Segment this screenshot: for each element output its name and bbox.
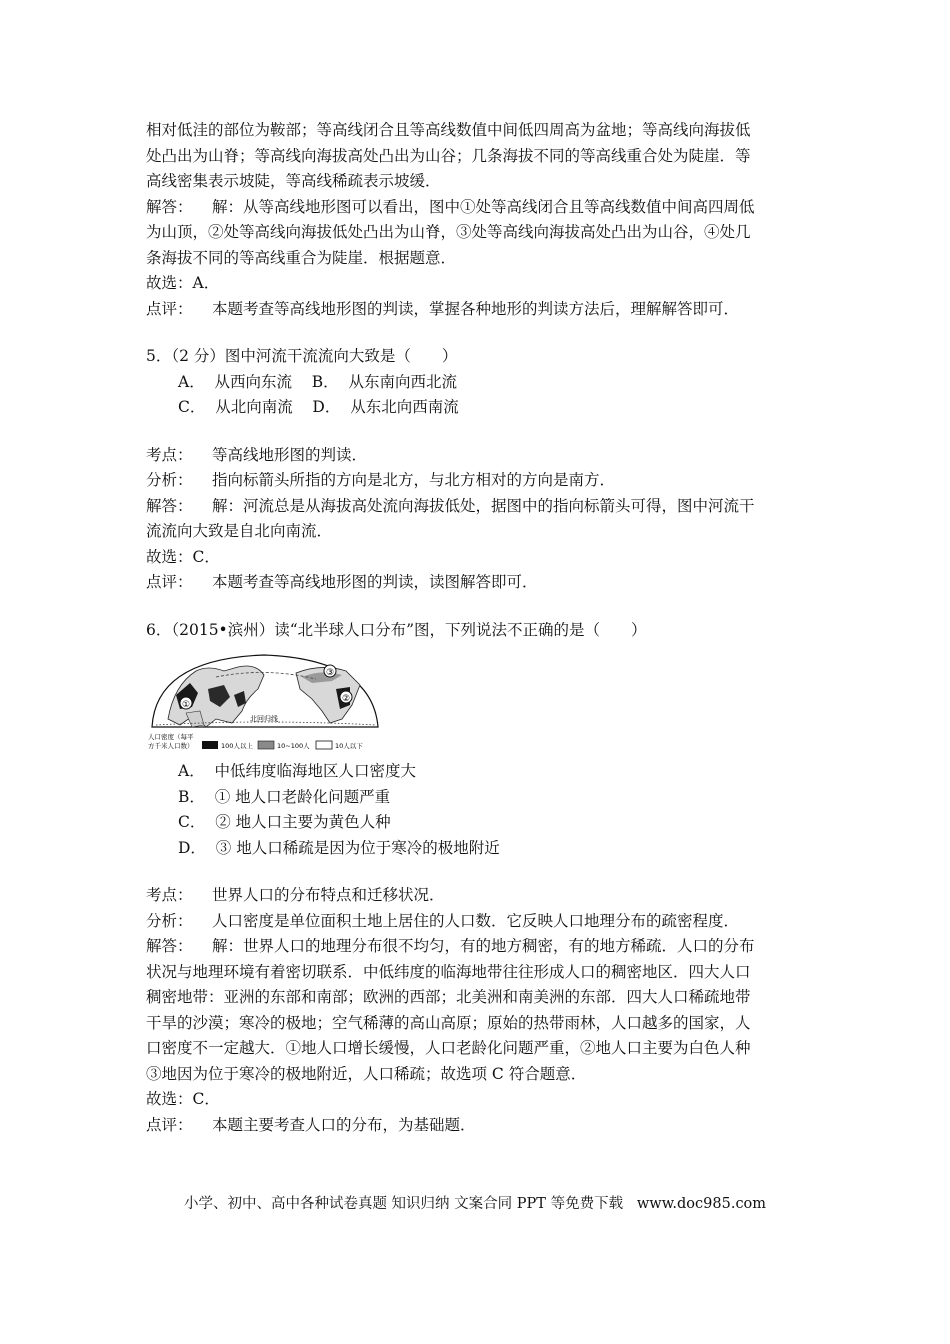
answer-text: 解：世界人口的地理分布很不均匀，有的地方稠密，有的地方稀疏．人口的分布	[212, 937, 755, 955]
marker-2: ②	[341, 694, 351, 704]
legend-high: 100人以上	[221, 742, 253, 750]
legend-swatch-low	[316, 741, 332, 749]
comment-label: 点评：	[146, 299, 193, 318]
comment-label: 点评：	[146, 573, 193, 591]
text-line: 干旱的沙漠；寒冷的极地；空气稀薄的高山高原；原始的热带雨林，人口越多的国家，人	[146, 1013, 751, 1032]
option-line: C． ② 地人口主要为黄色人种	[178, 813, 391, 831]
legend-title: 人口密度（每平	[148, 733, 194, 741]
comment-text: 本题主要考查人口的分布，为基础题．	[212, 1115, 476, 1134]
population-map-figure	[146, 649, 382, 755]
marker-3: ③	[325, 668, 335, 678]
legend-low: 10人以下	[335, 742, 363, 750]
text-line: 口密度不一定越大．①地人口增长缓慢，人口老龄化问题严重，②地人口主要为白色人种	[146, 1039, 751, 1057]
fenxi-line	[146, 468, 816, 494]
question-6-stem: 6．（2015•滨州）读“北半球人口分布”图，下列说法不正确的是（ ）	[146, 620, 647, 639]
answer-text: 解：河流总是从海拔高处流向海拔低处，据图中的指向标箭头可得，图中河流干	[212, 496, 755, 515]
text-line: 流流向大致是自北向南流．	[146, 522, 333, 540]
legend-title: 方千米人口数）	[148, 742, 194, 750]
fenxi-line	[146, 909, 816, 935]
answer-text: 解：从等高线地形图可以看出，图中①处等高线闭合且等高线数值中间高四周低	[212, 197, 755, 216]
comment-text: 本题考查等高线地形图的判读，读图解答即可．	[212, 573, 538, 591]
page-content	[146, 118, 816, 1138]
kaodian-line	[146, 443, 816, 469]
text-line: 为山顶，②处等高线向海拔低处凸出为山脊，③处等高线向海拔高处凸出为山谷，④处几	[146, 223, 751, 241]
kaodian-text: 世界人口的分布特点和迁移状况．	[212, 886, 445, 904]
legend-swatch-high	[202, 741, 218, 749]
comment-label: 点评：	[146, 1115, 193, 1134]
fenxi-text: 指向标箭头所指的方向是北方，与北方相对的方向是南方．	[212, 471, 616, 489]
answer-label: 解答：	[146, 197, 193, 216]
northern-hemisphere-population-map	[146, 649, 382, 755]
q4-answer	[146, 195, 816, 221]
choice-line: 故选：C．	[146, 547, 220, 566]
answer-label: 解答：	[146, 496, 193, 515]
answer-line	[146, 494, 816, 520]
comment-line	[146, 297, 816, 323]
text-line: 稠密地带：亚洲的东部和南部；欧洲的西部；北美洲和南美洲的东部．四大人口稀疏地带	[146, 988, 751, 1006]
text-line: 条海拔不同的等高线重合为陡崖．根据题意．	[146, 248, 457, 267]
comment-line	[146, 1113, 816, 1139]
kaodian-line	[146, 883, 816, 909]
fenxi-label: 分析：	[146, 471, 193, 489]
legend-mid: 10~100人	[277, 742, 310, 750]
choice-line: 故选：A．	[146, 274, 220, 292]
option-line: A． 从西向东流 B． 从东南向西北流	[178, 372, 458, 391]
fenxi-label: 分析：	[146, 911, 193, 930]
fenxi-text: 人口密度是单位面积土地上居住的人口数．它反映人口地理分布的疏密程度．	[212, 911, 740, 930]
text-line: 相对低洼的部位为鞍部；等高线闭合且等高线数值中间低四周高为盆地；等高线向海拔低	[146, 121, 751, 139]
option-line: D． ③ 地人口稀疏是因为位于寒冷的极地附近	[178, 838, 500, 857]
legend-swatch-mid	[258, 741, 274, 749]
text-line: 高线密集表示坡陡，等高线稀疏表示坡缓．	[146, 172, 441, 190]
kaodian-label: 考点：	[146, 886, 193, 904]
text-line: ③地因为位于寒冷的极地附近，人口稀疏；故选项 C 符合题意．	[146, 1064, 587, 1083]
marker-1: ①	[181, 700, 191, 710]
question-5-stem: 5．（2 分）图中河流干流流向大致是（ ）	[146, 347, 458, 365]
option-line: A． 中低纬度临海地区人口密度大	[178, 762, 417, 780]
comment-text: 本题考查等高线地形图的判读，掌握各种地形的判读方法后，理解解答即可．	[212, 299, 740, 318]
comment-line	[146, 570, 816, 596]
page-footer: 小学、初中、高中各种试卷真题 知识归纳 文案合同 PPT 等免费下载 www.doc985.com	[183, 1196, 767, 1212]
option-line: B． ① 地人口老龄化问题严重	[178, 787, 391, 806]
answer-line	[146, 934, 816, 960]
kaodian-label: 考点：	[146, 445, 193, 464]
answer-label: 解答：	[146, 937, 193, 955]
tropic-label: 北回归线	[250, 715, 278, 723]
text-line: 状况与地理环境有着密切联系．中低纬度的临海地带往往形成人口的稠密地区．四大人口	[146, 962, 751, 981]
kaodian-text: 等高线地形图的判读．	[212, 445, 368, 464]
text-line: 处凸出为山脊；等高线向海拔高处凸出为山谷；几条海拔不同的等高线重合处为陡崖．等	[146, 146, 751, 165]
choice-line: 故选：C．	[146, 1090, 220, 1108]
option-line: C． 从北向南流 D． 从东北向西南流	[178, 398, 459, 416]
